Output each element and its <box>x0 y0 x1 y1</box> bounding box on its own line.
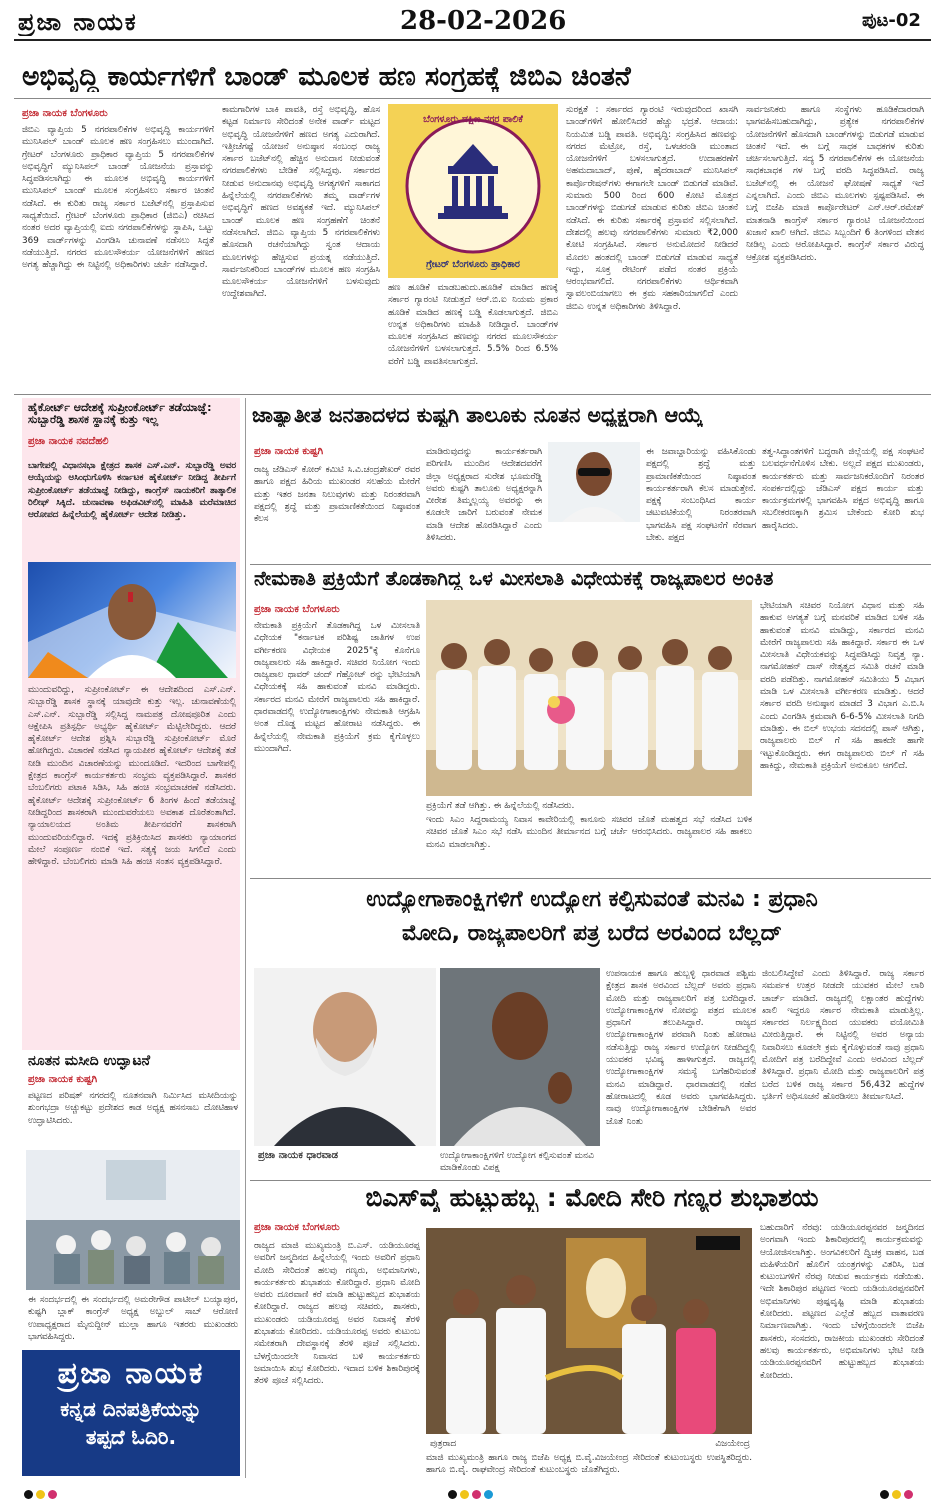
promo-title: ಪ್ರಜಾ ನಾಯಕ <box>57 1356 205 1391</box>
story5-byline: ಪ್ರಜಾ ನಾಯಕ ಬೆಂಗಳೂರು <box>254 1222 340 1233</box>
story5-col2: ಬಹುದಾರಿಗೆ ನೆರವು: ಯಡಿಯೂರಪ್ಪನವರ ಜನ್ಮದಿನದ ಅಂಗವಾಗಿ ಇಂದು ಶಿಕಾರಿಪುರದಲ್ಲಿ ಕಾರ್ಯಕ್ರಮವನ್ನು ಆಯೋಜಿಸಲಾಗಿತ್ತು. ಅಂಗವಿಕಲರಿಗೆ ದ್ವಿಚಕ್ರ ವಾಹನ, ಬಡ ಮಹಿಳೆಯರಿಗೆ ಹೊಲಿಗೆ ಯಂತ್ರಗಳನ್ನು ವಿತರಿಸಿ, ಬಡ ಕುಟುಂಬಗಳಿಗೆ ನೆರವು ನೀಡುವ ಕಾರ್ಯಕ್ರಮ ನಡೆಯಿತು. ಇದೇ ಶಿಕಾರಿಪುರ ಪಟ್ಟಣದ ಇಂದು ಯಡಿಯೂರಪ್ಪನವರಿಗೆ ಅಭಿಮಾನಿಗಳು ಪುಷ್ಪವೃಷ್ಟಿ ಮಾಡಿ ಶುಭಾಶಯ ಕೋರಿದರು. ಪಟ್ಟಣದ ಎಲ್ಲೆಡೆ ಹಬ್ಬದ ವಾತಾವರಣ ನಿರ್ಮಾಣವಾಗಿತ್ತು. ಇಂದು ಬೆಳಗ್ಗೆಯಿಂದಲೇ ಬಿಜೆಪಿ ಶಾಸಕರು, ಸಂಸದರು, ರಾಜಕೀಯ ಮುಖಂಡರು ಸೇರಿದಂತೆ ಹಲವು ಕಾರ್ಯಕರ್ತರು, ಅಭಿಮಾನಿಗಳು ಭೇಟಿ ನೀಡಿ ಯಡಿಯೂರಪ್ಪನವರಿಗೆ ಹುಟ್ಟುಹಬ್ಬದ ಶುಭಾಶಯ ಕೋರಿದರು. <box>760 1223 924 1381</box>
story4-col1: ಉಪನಾಯಕ ಹಾಗೂ ಹುಬ್ಬಳ್ಳಿ ಧಾರವಾಡ ಪಶ್ಚಿಮ ಕ್ಷೇತ್ರದ ಶಾಸಕ ಅರವಿಂದ ಬೆಲ್ಲದ್ ಅವರು ಪ್ರಧಾನಿ ಮೋದಿ ಮತ್ತು ರಾಜ್ಯಪಾಲರಿಗೆ ಪತ್ರ ಬರೆದಿದ್ದಾರೆ. ಉದ್ಯೋಗಾಕಾಂಕ್ಷಿಗಳ ನೋವನ್ನು ಪತ್ರದ ಮೂಲಕ ಪ್ರಧಾನಿಗೆ ತಲುಪಿಸಿದ್ದಾರೆ. ರಾಜ್ಯದ ಉದ್ಯೋಗಾಕಾಂಕ್ಷಿಗಳ ಪರವಾಗಿ ನಿಂತು ಹೋರಾಟ ನಡೆಸುತ್ತಿದ್ದು ರಾಜ್ಯ ಸರ್ಕಾರ ಉದ್ಯೋಗ ನೀಡದಿದ್ದಲ್ಲಿ ಯುವಕರ ಭವಿಷ್ಯ ಹಾಳಾಗುತ್ತದೆ. ರಾಜ್ಯದಲ್ಲಿ ಉದ್ಯೋಗಾಕಾಂಕ್ಷಿಗಳ ಸಮಸ್ಯೆ ಬಗೆಹರಿಸುವಂತೆ ಮನವಿ ಮಾಡಿದ್ದಾರೆ. ಧಾರವಾಡದಲ್ಲಿ ನಡೆದ ಹೋರಾಟದಲ್ಲಿ ಕೂಡ ಅವರು ಭಾಗವಹಿಸಿದ್ದರು. ನಾವು ಉದ್ಯೋಗಾಕಾಂಕ್ಷಿಗಳ ಬೇಡಿಕೆಗಾಗಿ ಅವರ ಜೊತೆ ನಿಂತು <box>606 969 756 1127</box>
column-divider <box>245 398 246 1478</box>
person-with-sunglasses-illustration <box>548 442 640 522</box>
story4-headline-line1: ಉದ್ಯೋಗಾಕಾಂಕ್ಷಿಗಳಿಗೆ ಉದ್ಯೋಗ ಕಲ್ಪಿಸುವಂತೆ ಮನವಿ : ಪ್ರಧಾನಿ <box>366 888 818 912</box>
story3-headline: ನೇಮಕಾತಿ ಪ್ರಕ್ರಿಯೆಗೆ ತೊಡಕಾಗಿದ್ದ ಒಳ ಮೀಸಲಾತಿ ವಿಧೇಯಕಕ್ಕೆ ರಾಜ್ಯಪಾಲರ ಅಂಕಿತ <box>254 568 774 590</box>
story2-portrait <box>548 442 640 522</box>
registration-marks-center <box>448 1484 496 1501</box>
page-number: ಪುಟ-02 <box>862 10 921 31</box>
group-photo-illustration <box>426 600 752 796</box>
mosque-interior-illustration <box>26 1150 240 1290</box>
promo-line1: ಕನ್ನಡ ದಿನಪತ್ರಿಕೆಯನ್ನು <box>60 1397 202 1421</box>
story5-photo-caption-left: ಪುತ್ರರಾದ <box>430 1439 457 1449</box>
story4-byline: ಪ್ರಜಾ ನಾಯಕ ಧಾರವಾಡ <box>258 1150 338 1161</box>
story3-photo-caption: ಪ್ರಕ್ರಿಯೆಗೆ ತಡೆ ಆಗಿತ್ತು. ಈ ಹಿನ್ನೆಲೆಯಲ್ಲಿ ನಡೆಸಿದರು. <box>426 801 575 811</box>
story2-col3: ಈ ಜವಾಬ್ದಾರಿಯನ್ನು ವಹಿಸಿಕೊಂಡು ಪಕ್ಷದಲ್ಲಿ ಶ್ರದ್ಧೆ ಮತ್ತು ಪ್ರಾಮಾಣಿಕತೆಯಿಂದ ನಿಷ್ಠಾವಂತ ಕಾರ್ಯಕರ್ತರಾಗಿ ಕೆಲಸ ಮಾಡುತ್ತೇನೆ. ಪಕ್ಷಕ್ಕೆ ಸಂಬಂಧಿಸಿದ ಕಾರ್ಯ ಚಟುವಟಿಕೆಯಲ್ಲಿ ನಿರಂತರವಾಗಿ ಭಾಗವಹಿಸಿ ಪಕ್ಷ ಸಂಘಟನೆಗೆ ನೆರವಾಗ ಬೇಕು. ಪಕ್ಷದ <box>646 447 756 544</box>
story1-byline: ಪ್ರಜಾ ನಾಯಕ ಬೆಂಗಳೂರು <box>22 108 108 119</box>
story5-col1: ರಾಜ್ಯದ ಮಾಜಿ ಮುಖ್ಯಮಂತ್ರಿ ಬಿ.ಎಸ್. ಯಡಿಯೂರಪ್ಪ ಅವರಿಗೆ ಜನ್ಮದಿನದ ಹಿನ್ನೆಲೆಯಲ್ಲಿ ಇಂದು ಅವರಿಗೆ ಪ್ರಧಾನಿ ಮೋದಿ ಸೇರಿದಂತೆ ಹಲವು ಗಣ್ಯರು, ಅಭಿಮಾನಿಗಳು, ಕಾರ್ಯಕರ್ತರು ಶುಭಾಶಯ ಕೋರಿದ್ದಾರೆ. ಪ್ರಧಾನಿ ಮೋದಿ ಅವರು ದೂರವಾಣಿ ಕರೆ ಮಾಡಿ ಹುಟ್ಟುಹಬ್ಬದ ಶುಭಾಶಯ ಕೋರಿದ್ದಾರೆ. ರಾಜ್ಯದ ಹಲವು ಸಚಿವರು, ಶಾಸಕರು, ಮುಖಂಡರು ಯಡಿಯೂರಪ್ಪ ಅವರ ನಿವಾಸಕ್ಕೆ ತೆರಳಿ ಶುಭಾಶಯ ಕೋರಿದರು. ಯಡಿಯೂರಪ್ಪ ಅವರು ಕುಟುಂಬ ಸಮೇತರಾಗಿ ದೇವಸ್ಥಾನಕ್ಕೆ ತೆರಳಿ ಪೂಜೆ ಸಲ್ಲಿಸಿದರು. ಬೆಳಗ್ಗೆಯಿಂದಲೇ ನಿವಾಸದ ಬಳಿ ಕಾರ್ಯಕರ್ತರು ಜಮಾಯಿಸಿ ಶುಭ ಕೋರಿದರು. ಇದಾದ ಬಳಿಕ ಶಿಕಾರಿಪುರಕ್ಕೆ ತೆರಳಿ ಪೂಜೆ ಸಲ್ಲಿಸಿದರು. <box>254 1241 420 1387</box>
story1-col2: ಕಾಮಗಾರಿಗಳ ಬಾಕಿ ಪಾವತಿ, ರಸ್ತೆ ಅಭಿವೃದ್ಧಿ, ಹೊಸ ಕಟ್ಟಡ ನಿರ್ಮಾಣ ಸೇರಿದಂತೆ ಅನೇಕ ವಾರ್ಡ್ ಮಟ್ಟದ ಅಭಿವೃದ್ಧಿ ಯೋಜನೆಗಳಿಗೆ ಹಣದ ಅಗತ್ಯ ಎದುರಾಗಿದೆ. ಇತ್ತೀಚೆಗಷ್ಟೆ ಯೋಜನೆ ಅನುಷ್ಠಾನ ಸಂಬಂಧ ರಾಜ್ಯ ಸರ್ಕಾರ ಬಜೆಟ್‌ನಲ್ಲಿ ಹೆಚ್ಚಿನ ಅನುದಾನ ನೀಡುವಂತೆ ನಗರಪಾಲಿಕೆಗಳು ಬೇಡಿಕೆ ಸಲ್ಲಿಸಿದ್ದವು. ಸರ್ಕಾರದ ನೀಡುವ ಅನುದಾನವು ಅಭಿವೃದ್ಧಿ ಅಗತ್ಯಗಳಿಗೆ ಸಾಕಾಗದ ಹಿನ್ನೆಲೆಯಲ್ಲಿ ನಗರಪಾಲಿಕೆಗಳು ತಮ್ಮ ವಾರ್ಡ್‌ಗಳ ಅಭಿವೃದ್ಧಿಗೆ ಹಣದ ಅವಶ್ಯಕತೆ ಇದೆ. ಮ್ಯುನಿಸಿಪಲ್ ಬಾಂಡ್ ಮೂಲಕ ಹಣ ಸಂಗ್ರಹಣೆಗೆ ಚಿಂತನೆ ನಡೆಸಲಾಗಿದೆ. ಜಿಬಿಎ ವ್ಯಾಪ್ತಿಯ 5 ನಗರಪಾಲಿಕೆಗಳು ಹೊಸದಾಗಿ ರಚನೆಯಾಗಿದ್ದು ಸ್ವಂತ ಆದಾಯ ಮೂಲಗಳನ್ನು ಹೆಚ್ಚಿಸುವ ಪ್ರಯತ್ನ ನಡೆಯುತ್ತಿದೆ. ಸಾರ್ವಜನಿಕರಿಂದ ಬಾಂಡ್‌ಗಳ ಮೂಲಕ ಹಣ ಸಂಗ್ರಹಿಸಿ ಮೂಲಸೌಕರ್ಯ ಯೋಜನೆಗಳಿಗೆ ಬಳಸುವುದು ಉದ್ದೇಶವಾಗಿದೆ. <box>222 105 380 300</box>
sidebar2-headline: ನೂತನ ಮಸೀದಿ ಉದ್ಘಾಟನೆ <box>28 1054 150 1069</box>
story1-headline: ಅಭಿವೃದ್ಧಿ ಕಾರ್ಯಗಳಿಗೆ ಬಾಂಡ್ ಮೂಲಕ ಹಣ ಸಂಗ್ರಹಕ್ಕೆ ಜಿಬಿಎ ಚಿಂತನೆ <box>22 62 631 92</box>
story4-col2: ಜಿಂಬಲಿಸಿದ್ದೇವೆ ಎಂದು ತಿಳಿಸಿದ್ದಾರೆ. ರಾಜ್ಯ ಸರ್ಕಾರ ಸಮರ್ಪಕ ಉತ್ತರ ನೀಡದೇ ಯುವಕರ ಮೇಲೆ ಲಾಠಿ ಚಾರ್ಜ್ ಮಾಡಿದೆ. ರಾಜ್ಯದಲ್ಲಿ ಲಕ್ಷಾಂತರ ಹುದ್ದೆಗಳು ಖಾಲಿ ಇದ್ದರೂ ಸರ್ಕಾರ ನೇಮಕಾತಿ ಮಾಡುತ್ತಿಲ್ಲ. ಸರ್ಕಾರದ ನಿರ್ಲಕ್ಷ್ಯದಿಂದ ಯುವಕರು ವಯೋಮಿತಿ ಮೀರುತ್ತಿದ್ದಾರೆ. ಈ ನಿಟ್ಟಿನಲ್ಲಿ ಅವರ ಅನ್ಯಾಯ ನಿವಾರಿಸಲು ಕೂಡಲೇ ಕ್ರಮ ಕೈಗೊಳ್ಳುವಂತೆ ನಾವು ಪ್ರಧಾನಿ ಮೋದಿಗೆ ಪತ್ರ ಬರೆದಿದ್ದೇವೆ ಎಂದು ಅರವಿಂದ ಬೆಲ್ಲದ್ ತಿಳಿಸಿದ್ದಾರೆ. ಪ್ರಧಾನಿ ಮೋದಿ ಮತ್ತು ರಾಜ್ಯಪಾಲರಿಗೆ ಪತ್ರ ಬರೆದ ಬಳಿಕ ರಾಜ್ಯ ಸರ್ಕಾರ 56,432 ಹುದ್ದೆಗಳ ಭರ್ತಿಗೆ ಅಧಿಸೂಚನೆ ಹೊರಡಿಸಲು ತೀರ್ಮಾನಿಸಿದೆ. <box>762 969 924 1102</box>
story5-col1-bottom: ಮಾಜಿ ಮುಖ್ಯಮಂತ್ರಿ ಹಾಗೂ ರಾಜ್ಯ ಬಿಜೆಪಿ ಅಧ್ಯಕ್ಷ ಬಿ.ವೈ.ವಿಜಯೇಂದ್ರ ಸೇರಿದಂತೆ ಕುಟುಂಬಸ್ಥರು ಉಪಸ್ಥಿತರಿದ್ದರು. ಹಾಗೂ ಬಿ.ವೈ. ರಾಘವೇಂದ್ರ ಸೇರಿದಂತೆ ಕುಟುಂಬಸ್ಥರು ಜೊತೆಗಿದ್ದರು. <box>426 1453 752 1476</box>
story2-byline: ಪ್ರಜಾ ನಾಯಕ ಕುಷ್ಟಗಿ <box>254 446 324 457</box>
story1-bottom-rule <box>14 394 931 395</box>
bsy-birthday-photo <box>426 1228 752 1434</box>
sidebar2-caption: ಈ ಸಂದರ್ಭದಲ್ಲಿ ಈ ಸಂದರ್ಭದಲ್ಲಿ ಅಮರೇಗೌಡ ಪಾಟೀಲ್ ಬಯ್ಯಾಪುರ, ಕುಷ್ಟಗಿ ಬ್ಲಾಕ್ ಕಾಂಗ್ರೆಸ್ ಅಧ್ಯಕ್ಷ ಅಬ್ದುಲ್ ಸಾಬ್ ಆರೋಣಿ ಉಪಾಧ್ಯಕ್ಷರಾದ ಮೈನುದ್ದೀನ್ ಮುಲ್ಲಾ ಹಾಗೂ ಇತರರು ಮುಖಂಡರು ಭಾಗವಹಿಸಿದ್ದರು. <box>28 1295 238 1342</box>
story5-photo-caption-right: ವಿಜಯೇಂದ್ರ <box>715 1439 750 1449</box>
portrait-illustration <box>28 562 236 678</box>
story2-col1: ರಾಜ್ಯ ಜೆಡಿಎಸ್ ಕೋರ್ ಕಮಿಟಿ ಸಿ.ವಿ.ಚಂದ್ರಶೇಖರ್ ರವರ ಹಾಗೂ ಪಕ್ಷದ ಹಿರಿಯ ಮುಖಂಡರ ಸಲಹೆಯ ಮೇರೆಗೆ ಮತ್ತು ಇತರ ಜನತಾ ನಿಲುವುಗಳು ಮತ್ತು ನಿರಂತರವಾಗಿ ಪಕ್ಷದಲ್ಲಿ ಶ್ರದ್ಧೆ ಮತ್ತು ಪ್ರಾಮಾಣಿಕತೆಯಿಂದ ನಿಷ್ಠಾವಂತ ಕೆಲಸ <box>254 465 420 525</box>
story3-col3: ಭೇಟಿಯಾಗಿ ಸಚಿವರ ನಿಯೋಗ ವಿಧಾನ ಮತ್ತು ಸಹಿ ಹಾಕುವ ಅಗತ್ಯತೆ ಬಗ್ಗೆ ಮನವರಿಕೆ ಮಾಡಿದ ಬಳಿಕ ಸಹಿ ಹಾಕುವಂತೆ ಮನವಿ ಮಾಡಿದ್ದು, ಸರ್ಕಾರದ ಮನವಿ ಮೇರೆಗೆ ರಾಜ್ಯಪಾಲರು ಸಹಿ ಹಾಕಿದ್ದಾರೆ. ಸರ್ಕಾರ ಈ ಒಳ ಮೀಸಲಾತಿ ವಿಧೇಯಕವನ್ನು ಸಿದ್ಧಪಡಿಸಿದ್ದು ನಿವೃತ್ತ ನ್ಯಾ. ನಾಗಮೋಹನ್ ದಾಸ್ ನೇತೃತ್ವದ ಸಮಿತಿ ರಚನೆ ಮಾಡಿ ವರದಿ ಪಡೆದಿತ್ತು. ನಾಗಮೋಹನ್ ಸಮಿತಿಯು 5 ವಿಭಾಗ ಮಾಡಿ ಒಳ ಮೀಸಲಾತಿ ವರ್ಗೀಕರಣ ಮಾಡಿತ್ತು. ಆದರೆ ಸರ್ಕಾರ ವರದಿ ಅನುಷ್ಠಾನ ಮಾಡದೆ 3 ವಿಭಾಗ ಎ.ಬಿ.ಸಿ ಎಂದು ವಿಂಗಡಿಸಿ ಕ್ರಮವಾಗಿ 6-6-5% ಮೀಸಲಾತಿ ನಿಗದಿ ಮಾಡಿತ್ತು. ಈ ಬಿಲ್ ಉಭಯ ಸದನದಲ್ಲಿ ಪಾಸ್ ಆಗಿತ್ತು, ರಾಜ್ಯಪಾಲರು ಬಿಲ್ ಗೆ ಸಹಿ ಹಾಕದೇ ಹಾಗೇ ಇಟ್ಟುಕೊಂಡಿದ್ದರು. ಈಗ ರಾಜ್ಯಪಾಲರು ಬಿಲ್ ಗೆ ಸಹಿ ಹಾಕಿದ್ದು, ನೇಮಕಾತಿ ಪ್ರಕ್ರಿಯೆಗೆ ಅನುಕೂಲ ಆಗಲಿದೆ. <box>760 601 924 771</box>
masthead-rule <box>14 39 931 41</box>
modi-portrait-illustration <box>254 968 436 1146</box>
registration-marks-right <box>880 1484 916 1501</box>
modi-photo <box>254 968 436 1146</box>
story4-photo-caption: ಉದ್ಯೋಗಾಕಾಂಕ್ಷಿಗಳಿಗೆ ಉದ್ಯೋಗ ಕಲ್ಪಿಸುವಂತೆ ಮನವಿ ಮಾಡಿಕೊಂಡು ವಿಪಕ್ಷ <box>440 1151 594 1173</box>
story1-col3: ಸುರಕ್ಷತೆ : ಸರ್ಕಾರದ ಗ್ಯಾರಂಟಿ ಇರುವುದರಿಂದ ಖಾಸಗಿ ಬಾಂಡ್‌ಗಳಿಗೆ ಹೋಲಿಸಿದರೆ ಹೆಚ್ಚು ಭದ್ರತೆ. ಆದಾಯ: ನಿಯಮಿತ ಬಡ್ಡಿ ಪಾವತಿ. ಅಭಿವೃದ್ಧಿ: ಸಂಗ್ರಹಿಸಿದ ಹಣವನ್ನು ನಗರದ ಮೆಟ್ರೋ, ರಸ್ತೆ, ಒಳಚರಂಡಿ ಮುಂತಾದ ಯೋಜನೆಗಳಿಗೆ ಬಳಸಲಾಗುತ್ತದೆ. ಉದಾಹರಣೆಗೆ ಅಹಮದಾಬಾದ್, ಪುಣೆ, ಹೈದರಾಬಾದ್ ಮುನಿಸಿಪಲ್ ಕಾರ್ಪೊರೇಷನ್‌ಗಳು ಈಗಾಗಲೇ ಬಾಂಡ್ ಬಿಡುಗಡೆ ಮಾಡಿವೆ. ಸುಮಾರು 500 ರಿಂದ 600 ಕೋಟಿ ಮೊತ್ತದ ಬಾಂಡ್‌ಗಳನ್ನು ಬಿಡುಗಡೆ ಮಾಡುವ ಕುರಿತು ಜಿಬಿಎ ಚಿಂತನೆ ನಡೆಸಿದೆ. ಈ ಕುರಿತು ಸರ್ಕಾರಕ್ಕೆ ಪ್ರಸ್ತಾವನೆ ಸಲ್ಲಿಸಲಾಗಿದೆ. ದೇಶದಲ್ಲಿ ಹಲವು ನಗರಪಾಲಿಕೆಗಳು ಸುಮಾರು ₹2,000 ಕೋಟಿ ಸಂಗ್ರಹಿಸಿವೆ. ಸರ್ಕಾರ ಅನುಮೋದನೆ ನೀಡಿದರೆ ಮೊದಲ ಹಂತದಲ್ಲಿ ಬಾಂಡ್ ಬಿಡುಗಡೆ ಮಾಡುವ ಸಾಧ್ಯತೆ ಇದ್ದು, ಸೂಕ್ತ ರೇಟಿಂಗ್ ಪಡೆದ ನಂತರ ಪ್ರಕ್ರಿಯೆ ಆರಂಭವಾಗಲಿದೆ. ನಗರಪಾಲಿಕೆಗಳು ಆರ್ಥಿಕವಾಗಿ ಸ್ವಾವಲಂಬಿಯಾಗಲು ಈ ಕ್ರಮ ಸಹಕಾರಿಯಾಗಲಿದೆ ಎಂದು ಜಿಬಿಎ ಉನ್ನತ ಅಧಿಕಾರಿಗಳು ತಿಳಿಸಿದ್ದಾರೆ. <box>566 105 738 312</box>
story3-byline: ಪ್ರಜಾ ನಾಯಕ ಬೆಂಗಳೂರು <box>254 604 340 615</box>
bellad-portrait-illustration <box>440 968 600 1146</box>
story1-col1: ಜಿಬಿಎ ವ್ಯಾಪ್ತಿಯ 5 ನಗರಪಾಲಿಕೆಗಳ ಅಭಿವೃದ್ಧಿ ಕಾರ್ಯಗಳಿಗೆ ಮುನಿಸಿಪಲ್ ಬಾಂಡ್ ಮೂಲಕ ಹಣ ಸಂಗ್ರಹಿಸಲು ಮುಂದಾಗಿದೆ. ಗ್ರೇಟರ್ ಬೆಂಗಳೂರು ಪ್ರಾಧಿಕಾರ ವ್ಯಾಪ್ತಿಯ 5 ನಗರಪಾಲಿಕೆಗಳ ಅಭಿವೃದ್ಧಿಗೆ ಮ್ಯುನಿಸಿಪಲ್ ಬಾಂಡ್ ಯೋಜನೆಯ ಪ್ರಸ್ತಾವನ್ನು ಸಿದ್ಧಪಡಿಸಲಾಗಿದ್ದು ಈ ಮೂಲಕ ಅಭಿವೃದ್ಧಿ ಕಾರ್ಯಗಳಿಗೆ ಮುನಿಸಿಪಲ್ ಬಾಂಡ್ ಮೂಲಕ ಸಂಗ್ರಹಿಸಲು ಸರ್ಕಾರ ಚಿಂತನೆ ನಡೆಸಿದೆ. ಈ ಕುರಿತು ರಾಜ್ಯ ಸರ್ಕಾರ ಬಜೆಟ್‌ನಲ್ಲಿ ಪ್ರಸ್ತಾಪಿಸುವ ಸಾಧ್ಯತೆಯಿದೆ. ಗ್ರೇಟರ್ ಬೆಂಗಳೂರು ಪ್ರಾಧಿಕಾರ (ಜಿಬಿಎ) ರಚಿಸಿದ ನಂತರ ಅದರ ವ್ಯಾಪ್ತಿಯಲ್ಲಿ ಐದು ನಗರಪಾಲಿಕೆಗಳನ್ನು ಸ್ಥಾಪಿಸಿ, ಒಟ್ಟು 369 ವಾರ್ಡ್‌ಗಳನ್ನು ವಿಂಗಡಿಸಿ ಚುನಾವಣೆ ನಡೆಸಲು ಸಿದ್ಧತೆ ನಡೆಯುತ್ತಿದೆ. ನಗರದ ಮೂಲಸೌಕರ್ಯ ಯೋಜನೆಗಳಿಗೆ ಹಣದ ಅಗತ್ಯ ಹೆಚ್ಚಾಗಿದ್ದು ಈ ನಿಟ್ಟಿನಲ್ಲಿ ಅಧಿಕಾರಿಗಳು ಚರ್ಚೆ ನಡೆಸಿದ್ದಾರೆ. <box>22 125 214 271</box>
bellad-photo <box>440 968 600 1146</box>
story2-col2: ಮಾಡಿರುವುದನ್ನು ಕಾರ್ಯಕರ್ತರಾಗಿ ಪರಿಗಣಿಸಿ ಮುಂದಿನ ಆದೇಶದವರೆಗೆ ಜಿಲ್ಲಾ ಅಧ್ಯಕ್ಷರಾದ ಸುರೇಶ ಭೂಮರೆಡ್ಡಿ ಅವರು ಕುಷ್ಟಗಿ ತಾಲೂಕು ಅಧ್ಯಕ್ಷರನ್ನಾಗಿ ವೀರೇಶ ತಿಮ್ಮಲ್ಲಯ್ಯ ಅವರನ್ನು ಈ ಕೂಡಲೇ ಜಾರಿಗೆ ಬರುವಂತೆ ನೇಮಕ ಮಾಡಿ ಆದೇಶ ಹೊರಡಿಸಿದ್ದಾರೆ ಎಂದು ತಿಳಿಸಿದರು. <box>426 447 542 544</box>
promo-line2: ತಪ್ಪದೆ ಓದಿರಿ. <box>85 1425 177 1449</box>
sidebar1-lead: ಬಾಗೇಪಲ್ಲಿ ವಿಧಾನಸಭಾ ಕ್ಷೇತ್ರದ ಶಾಸಕ ಎಸ್.ಎನ್. ಸುಬ್ಬಾರೆಡ್ಡಿ ಅವರ ಆಯ್ಕೆಯನ್ನು ಅಸಿಂಧುಗೊಳಿಸಿ ಕರ್ನಾಟಕ ಹೈಕೋರ್ಟ್ ನೀಡಿದ್ದ ತೀರ್ಪಿಗೆ ಸುಪ್ರೀಂಕೋರ್ಟ್ ತಡೆಯಾಜ್ಞೆ ನೀಡಿದ್ದು, ಕಾಂಗ್ರೆಸ್ ನಾಯಕರಿಗೆ ತಾತ್ಕಾಲಿಕ ರಿಲೀಫ್ ಸಿಕ್ಕಿದೆ. ಚುನಾವಣಾ ಅಫಿಡವಿಟ್‌ನಲ್ಲಿ ಮಾಹಿತಿ ಮರೆಮಾಚಿದ ಆರೋಪದ ಹಿನ್ನೆಲೆಯಲ್ಲಿ ಹೈಕೋರ್ಟ್ ಆದೇಶ ನೀಡಿತ್ತು. <box>28 461 236 521</box>
sidebar1-photo <box>28 562 236 678</box>
story3-col1: ನೇಮಕಾತಿ ಪ್ರಕ್ರಿಯೆಗೆ ತೊಡಕಾಗಿದ್ದ ಒಳ ಮೀಸಲಾತಿ ವಿಧೇಯಕ "ಕರ್ನಾಟಕ ಪರಿಶಿಷ್ಟ ಜಾತಿಗಳ ಉಪ ವರ್ಗೀಕರಣ ವಿಧೇಯಕ 2025"ಕ್ಕೆ ಕೊನೆಗೂ ರಾಜ್ಯಪಾಲರು ಸಹಿ ಹಾಕಿದ್ದಾರೆ. ಸಚಿವರ ನಿಯೋಗ ಇಂದು ರಾಜ್ಯಪಾಲ ಥಾವರ್ ಚಂದ್ ಗೆಹ್ಲೋಟ್ ರನ್ನು ಭೇಟಿಯಾಗಿ ವಿಧೇಯಕಕ್ಕೆ ಸಹಿ ಹಾಕುವಂತೆ ಮನವಿ ಮಾಡಿದ್ದರು. ಸರ್ಕಾರದ ಮನವಿ ಮೇರೆಗೆ ರಾಜ್ಯಪಾಲರು ಸಹಿ ಹಾಕಿದ್ದಾರೆ. ಧಾರವಾಡದಲ್ಲಿ ಉದ್ಯೋಗಾಕಾಂಕ್ಷಿಗಳು ನೇಮಕಾತಿ ಆಗ್ರಹಿಸಿ ಅಂತ ದೊಡ್ಡ ಮಟ್ಟದ ಹೋರಾಟ ನಡೆಸಿದ್ದರು. ಈ ಹಿನ್ನೆಲೆಯಲ್ಲಿ ನೇಮಕಾತಿ ಪ್ರಕ್ರಿಯೆಗೆ ಕ್ರಮ ಕೈಗೊಳ್ಳಲು ಮುಂದಾಗಿದೆ. <box>254 621 420 754</box>
registration-marks-left <box>24 1484 60 1501</box>
sidebar2-lead: ಪಟ್ಟಣದ ಪರಿಷತ್ ನಗರದಲ್ಲಿ ನೂತನವಾಗಿ ನಿರ್ಮಿಸಿದ ಮಸೀದಿಯನ್ನು ಶುಂಗಭದ್ರಾ ಅಚ್ಚುಕಟ್ಟು ಪ್ರದೇಶದ ಕಾಡ ಅಧ್ಯಕ್ಷ ಹಸನಸಾಬ ದೋಟಿಹಾಳ ಉದ್ಘಾಟಿಸಿದರು. <box>28 1091 238 1126</box>
story4-headline-line2: ಮೋದಿ, ರಾಜ್ಯಪಾಲರಿಗೆ ಪತ್ರ ಬರೆದ ಅರವಿಂದ ಬೆಲ್ಲದ್ <box>402 922 782 946</box>
governor-meeting-photo <box>426 600 752 796</box>
mosque-photo <box>26 1150 240 1290</box>
gba-logo-text-bottom: ಗ್ರೇಟರ್ ಬೆಂಗಳೂರು ಪ್ರಾಧಿಕಾರ <box>426 259 520 270</box>
story5-headline: ಬಿಎಸ್‌ವೈ ಹುಟ್ಟುಹಬ್ಬ : ಮೋದಿ ಸೇರಿ ಗಣ್ಯರ ಶುಭಾಶಯ <box>365 1184 819 1212</box>
story2-col4: ತತ್ವ-ಸಿದ್ಧಾಂತಗಳಿಗೆ ಬದ್ಧರಾಗಿ ಜಿಲ್ಲೆಯಲ್ಲಿ ಪಕ್ಷ ಸಂಘಟನೆ ಬಲವರ್ಧನೆಗೊಳಿಸ ಬೇಕು. ಅಲ್ಲದೆ ಪಕ್ಷದ ಮುಖಂಡರು, ಕಾರ್ಯಕರ್ತರು ಮತ್ತು ಸಾರ್ವಜನಿಕರೊಂದಿಗೆ ನಿರಂತರ ಸಂಪರ್ಕದಲ್ಲಿದ್ದು ಜೆಡಿಎಸ್ ಪಕ್ಷದ ಕಾರ್ಯ ಮತ್ತು ಕಾರ್ಯಕ್ರಮಗಳಲ್ಲಿ ಭಾಗವಹಿಸಿ ಪಕ್ಷದ ಅಭಿವೃದ್ಧಿ ಹಾಗೂ ಸಬಲೀಕರಣಕ್ಕಾಗಿ ಶ್ರಮಿಸ ಬೇಕೆಂದು ಕೋರಿ ಶುಭ ಹಾರೈಸಿದರು. <box>762 447 924 531</box>
gba-logo-emblem <box>388 104 558 278</box>
sidebar2-byline: ಪ್ರಜಾ ನಾಯಕ ಕುಷ್ಟಗಿ <box>28 1074 98 1085</box>
gba-logo <box>388 104 558 278</box>
story4-rule <box>250 1180 931 1181</box>
story2-headline: ಜಾತ್ಯಾತೀತ ಜನತಾದಳದ ಕುಷ್ಟಗಿ ತಾಲೂಕು ನೂತನ ಅಧ್ಯಕ್ಷರಾಗಿ ಆಯ್ಕೆ <box>252 404 703 427</box>
sidebar1-body: ಮುಂದುವರಿದ್ದು, ಸುಪ್ರೀಂಕೋರ್ಟ್ ಈ ಆದೇಶದಿಂದ ಎಸ್.ಎನ್. ಸುಬ್ಬಾರೆಡ್ಡಿ ಶಾಸಕ ಸ್ಥಾನಕ್ಕೆ ಯಾವುದೇ ಕುತ್ತು ಇಲ್ಲ. ಚುನಾವಣೆಯಲ್ಲಿ ಎಸ್.ಎನ್. ಸುಬ್ಬಾರೆಡ್ಡಿ ಸಲ್ಲಿಸಿದ್ದ ನಾಮಪತ್ರ ದೋಷಪೂರಿತ ಎಂದು ಆಕ್ಷೇಪಿಸಿ ಪ್ರತಿಸ್ಪರ್ಧಿ ಅಭ್ಯರ್ಥಿ ಹೈಕೋರ್ಟ್ ಮೆಟ್ಟಿಲೇರಿದ್ದರು. ಆದರೆ ಹೈಕೋರ್ಟ್ ಆದೇಶ ಪ್ರಶ್ನಿಸಿ ಸುಬ್ಬಾರೆಡ್ಡಿ ಸುಪ್ರೀಂಕೋರ್ಟ್ ಮೊರೆ ಹೋಗಿದ್ದರು. ವಿಚಾರಣೆ ನಡೆಸಿದ ನ್ಯಾಯಪೀಠ ಹೈಕೋರ್ಟ್ ಆದೇಶಕ್ಕೆ ತಡೆ ನೀಡಿ ಮುಂದಿನ ವಿಚಾರಣೆಯನ್ನು ಮುಂದೂಡಿದೆ. ಇದರಿಂದ ಬಾಗೇಪಲ್ಲಿ ಕ್ಷೇತ್ರದ ಕಾಂಗ್ರೆಸ್ ಕಾರ್ಯಕರ್ತರು ಸಂಭ್ರಮ ವ್ಯಕ್ತಪಡಿಸಿದ್ದಾರೆ. ಶಾಸಕರ ಬೆಂಬಲಿಗರು ಪಟಾಕಿ ಸಿಡಿಸಿ, ಸಿಹಿ ಹಂಚಿ ಸಂಭ್ರಮಾಚರಣೆ ನಡೆಸಿದರು. ಹೈಕೋರ್ಟ್ ಆದೇಶಕ್ಕೆ ಸುಪ್ರೀಂಕೋರ್ಟ್ 6 ತಿಂಗಳ ಹಿಂದೆ ತಡೆಯಾಜ್ಞೆ ನೀಡಿದ್ದರಿಂದ ಶಾಸಕರಾಗಿ ಮುಂದುವರೆಯಲು ಅವಕಾಶ ದೊರೆತಂತಾಗಿದೆ. ನ್ಯಾಯಾಲಯದ ಅಂತಿಮ ತೀರ್ಪಿನವರೆಗೆ ಶಾಸಕರಾಗಿ ಮುಂದುವರಿಯಲಿದ್ದಾರೆ. ಇದಕ್ಕೆ ಪ್ರತಿಕ್ರಿಯಿಸಿದ ಶಾಸಕರು ನ್ಯಾಯಾಂಗದ ಮೇಲೆ ಸಂಪೂರ್ಣ ನಂಬಿಕೆ ಇದೆ. ಸತ್ಯಕ್ಕೆ ಜಯ ಸಿಗಲಿದೆ ಎಂದು ಹೇಳಿದ್ದಾರೆ. ಬೆಂಬಲಿಗರು ಮಾಡಿ ಸಿಹಿ ಹಂಚಿ ಸಂತಸ ವ್ಯಕ್ತಪಡಿಸಿದ್ದಾರೆ. <box>28 685 236 868</box>
story1-col4: ಸಾರ್ವಜನಿಕರು ಹಾಗೂ ಸಂಸ್ಥೆಗಳು ಹೂಡಿಕೆದಾರರಾಗಿ ಭಾಗವಹಿಸಬಹುದಾಗಿದ್ದು, ಪ್ರತ್ಯೇಕ ನಗರಪಾಲಿಕೆಗಳ ಯೋಜನೆಗಳಿಗೆ ಹೊಸದಾಗಿ ಬಾಂಡ್‌ಗಳನ್ನು ಬಿಡುಗಡೆ ಮಾಡುವ ಚಿಂತನೆ ಇದೆ. ಈ ಬಗ್ಗೆ ಸಾಧಕ ಬಾಧಕಗಳ ಕುರಿತು ಚರ್ಚಿಸಲಾಗುತ್ತಿದೆ. ಸದ್ಯ 5 ನಗರಪಾಲಿಕೆಗಳ ಈ ಯೋಜನೆಯ ಸಾಧಕಬಾಧಕ ಗಳ ಬಗ್ಗೆ ವರದಿ ಸಿದ್ಧಪಡಿಸಿದೆ. ರಾಜ್ಯ ಬಜೆಟ್‌ನಲ್ಲಿ ಈ ಯೋಜನೆ ಘೋಷಣೆ ಸಾಧ್ಯತೆ ಇದೆ ಎನ್ನಲಾಗಿದೆ. ಎಂದು ಜಿಬಿಎ ಮೂಲಗಳು ಸ್ಪಷ್ಟಪಡಿಸಿವೆ. ಈ ಬಗ್ಗೆ ಬಿಜೆಪಿ ಮಾಜಿ ಕಾರ್ಪೊರೇಟರ್ ಎನ್.ಆರ್.ರಮೇಶ್ ಮಾತನಾಡಿ ಕಾಂಗ್ರೆಸ್ ಸರ್ಕಾರ ಗ್ಯಾರಂಟಿ ಯೋಜನೆಯಿಂದ ಖಜಾನೆ ಖಾಲಿ ಆಗಿದೆ. ಜಿಬಿಎ ಸಿಬ್ಬಂದಿಗೆ 6 ತಿಂಗಳಿಂದ ವೇತನ ನೀಡಿಲ್ಲ ಎಂದು ಆರೋಪಿಸಿದ್ದಾರೆ. ಕಾಂಗ್ರೆಸ್ ಸರ್ಕಾರ ವಿರುದ್ಧ ಆಕ್ರೋಶ ವ್ಯಕ್ತಪಡಿಸಿದರು. <box>746 105 924 263</box>
story1-logo-caption: ಹಣ ಹೂಡಿಕೆ ಮಾಡಬಹುದು.ಹೂಡಿಕೆ ಮಾಡಿದ ಹಣಕ್ಕೆ ಸರ್ಕಾರ ಗ್ಯಾರಂಟಿ ನೀಡುತ್ತದೆ ಆರ್.ಬಿ.ಐ ನಿಯಮ ಪ್ರಕಾರ ಹೂಡಿಕೆ ಮಾಡಿದ ಹಣಕ್ಕೆ ಬಡ್ಡಿ ಕೊಡಲಾಗುತ್ತದೆ. ಜಿಬಿಎ ಉನ್ನತ ಅಧಿಕಾರಿಗಳು ಮಾಹಿತಿ ನೀಡಿದ್ದಾರೆ. ಬಾಂಡ್‌ಗಳ ಮೂಲಕ ಸಂಗ್ರಹಿಸಿದ ಹಣವನ್ನು ನಗರದ ಮೂಲಸೌಕರ್ಯ ಯೋಜನೆಗಳಿಗೆ ಬಳಸಲಾಗುತ್ತದೆ. 5.5% ರಿಂದ 6.5% ವರೆಗೆ ಬಡ್ಡಿ ಪಾವತಿಸಲಾಗುತ್ತದೆ. <box>388 283 558 367</box>
masthead-title: ಪ್ರಜಾ ನಾಯಕ <box>18 8 138 36</box>
story2-rule <box>250 564 931 565</box>
sidebar1-headline: ಹೈಕೋರ್ಟ್ ಆದೇಶಕ್ಕೆ ಸುಪ್ರೀಂಕೋರ್ಟ್ ತಡೆಯಾಜ್ಞೆ: ಸುಬ್ಬಾರೆಡ್ಡಿ ಶಾಸಕ ಸ್ಥಾನಕ್ಕೆ ಕುತ್ತು ಇಲ್ಲ <box>28 402 212 427</box>
story3-col2-bottom: ಇಂದು ಸಿಎಂ ಸಿದ್ದರಾಮಯ್ಯ ನಿವಾಸ ಕಾವೇರಿಯಲ್ಲಿ ಕಾನೂನು ಸಚಿವರ ಜೊತೆ ಮಹತ್ವದ ಸಭೆ ನಡೆಸಿದ ಬಳಿಕ ಸಚಿವರ ಜೊತೆ ಸಿಎಂ ಸಭೆ ನಡೆಸಿ ಮುಂದಿನ ತೀರ್ಮಾನದ ಬಗ್ಗೆ ಚರ್ಚೆ ಆರಂಭಿಸಿದರು. ರಾಜ್ಯಪಾಲರ ಸಹಿ ಹಾಕಲು ಮನವಿ ಮಾಡಲಾಗಿತ್ತು. <box>426 815 752 850</box>
sidebar1-byline: ಪ್ರಜಾ ನಾಯಕ ನವದೆಹಲಿ <box>28 436 109 447</box>
story3-rule <box>250 878 931 879</box>
promo-box <box>22 1350 240 1476</box>
story1-rule <box>14 98 931 99</box>
masthead-date: 28-02-2026 <box>400 6 567 36</box>
temple-group-illustration <box>426 1228 752 1434</box>
gba-logo-text-top: ಬೆಂಗಳೂರು ದಕ್ಷಿಣ ನಗರ ಪಾಲಿಕೆ <box>423 114 523 125</box>
